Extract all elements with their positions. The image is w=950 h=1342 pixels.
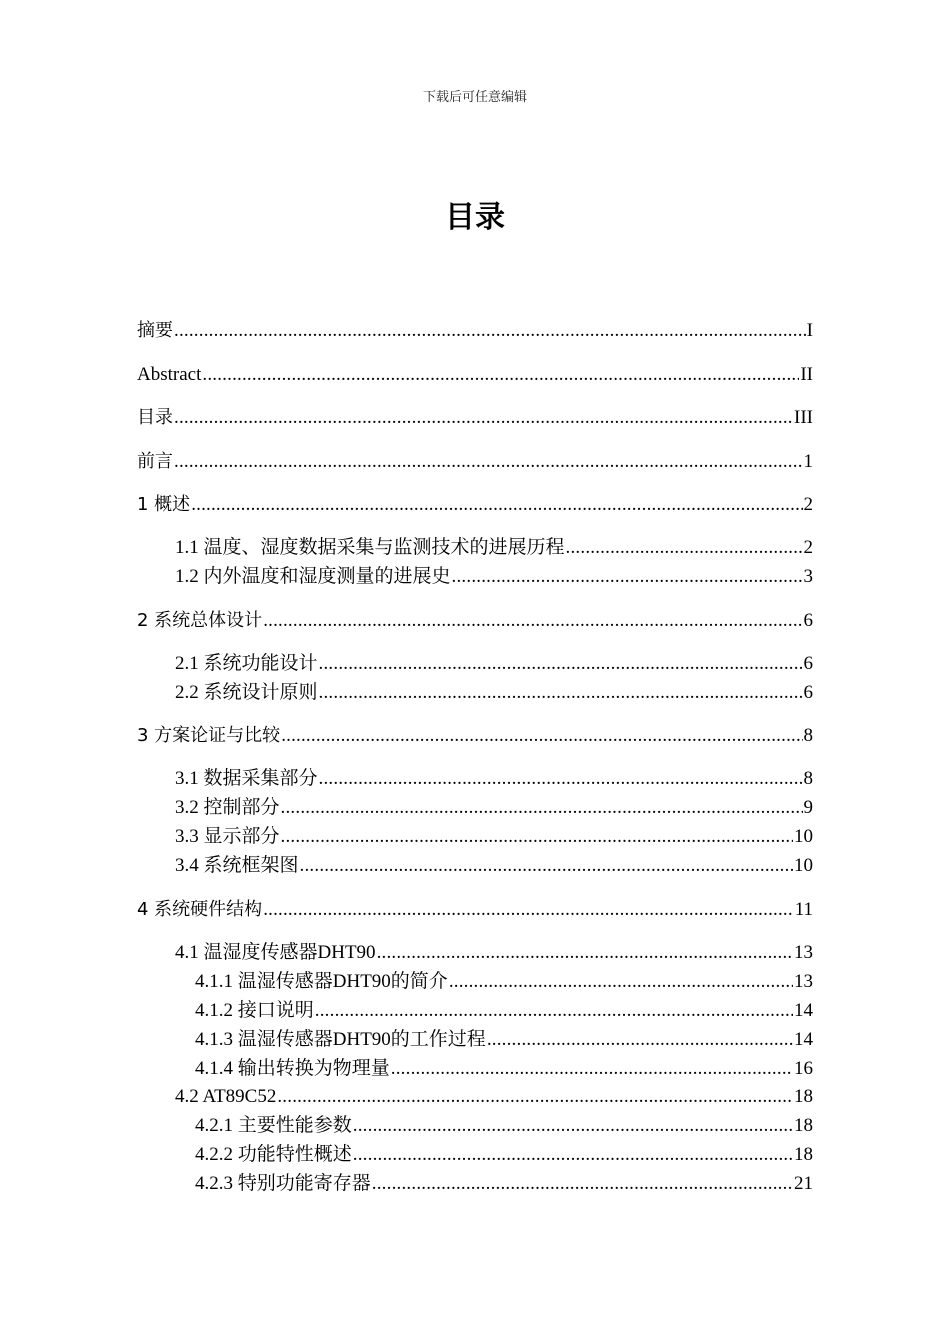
toc-dot-leader — [372, 1171, 793, 1197]
toc-entry[interactable] — [137, 608, 813, 634]
toc-entry-label: Abstract — [137, 364, 202, 385]
toc-page-number: 6 — [803, 653, 813, 674]
toc-entry-label: 4.2.3 特别功能寄存器 — [195, 1173, 371, 1194]
toc-page-number: 16 — [794, 1058, 813, 1079]
toc-entry-label: 3.2 控制部分 — [175, 797, 280, 818]
toc-entry[interactable] — [195, 998, 813, 1024]
toc-entry-label: 2.1 系统功能设计 — [175, 653, 318, 674]
toc-dot-leader — [174, 318, 806, 344]
toc-page-number: 14 — [794, 1000, 813, 1021]
toc-dot-leader — [263, 608, 802, 634]
toc-page-number: 13 — [794, 942, 813, 963]
toc-entry-label: 4.2.1 主要性能参数 — [195, 1115, 352, 1136]
toc-entry-label: 4.1.1 温湿传感器DHT90的简介 — [195, 971, 448, 992]
toc-dot-leader — [353, 1142, 793, 1168]
toc-entry[interactable] — [137, 492, 813, 518]
toc-page-number: 14 — [794, 1029, 813, 1050]
toc-dot-leader — [377, 940, 793, 966]
toc-entry[interactable] — [195, 1027, 813, 1053]
toc-page-number: 6 — [803, 682, 813, 703]
toc-entry-label: 1.1 温度、湿度数据采集与监测技术的进展历程 — [175, 537, 565, 558]
toc-entry-label: 3 方案论证与比较 — [137, 725, 281, 746]
page-title: 目录 — [445, 200, 505, 235]
toc-page-number: 21 — [794, 1173, 813, 1194]
toc-page-number: 10 — [794, 826, 813, 847]
toc-dot-leader — [174, 405, 793, 431]
toc-entry-label: 1 概述 — [137, 494, 191, 515]
toc-page-number: 10 — [794, 855, 813, 876]
toc-dot-leader — [353, 1113, 793, 1139]
toc-entry[interactable] — [175, 1084, 813, 1110]
toc-entry[interactable] — [175, 795, 813, 821]
toc-entry[interactable] — [137, 318, 813, 344]
toc-entry[interactable] — [195, 1171, 813, 1197]
toc-entry-label: 4.2 AT89C52 — [175, 1086, 277, 1107]
toc-dot-leader — [487, 1027, 793, 1053]
toc-page-number: 18 — [794, 1144, 813, 1165]
toc-dot-leader — [277, 1084, 793, 1110]
toc-dot-leader — [319, 766, 803, 792]
toc-entry[interactable] — [175, 651, 813, 677]
toc-entry[interactable] — [137, 723, 813, 749]
toc-entry-label: 4.2.2 功能特性概述 — [195, 1144, 352, 1165]
toc-dot-leader — [452, 564, 803, 590]
toc-dot-leader — [391, 1056, 793, 1082]
toc-entry-label: 目录 — [137, 407, 173, 428]
toc-entry-label: 4.1.2 接口说明 — [195, 1000, 314, 1021]
toc-dot-leader — [449, 969, 793, 995]
toc-entry[interactable] — [175, 853, 813, 879]
toc-entry-label: 4 系统硬件结构 — [137, 899, 263, 920]
toc-page-number: 1 — [803, 451, 813, 472]
toc-page-number: III — [794, 407, 813, 428]
toc-page-number: 2 — [803, 494, 813, 515]
toc-entry-label: 前言 — [137, 451, 173, 472]
toc-dot-leader — [281, 723, 802, 749]
toc-dot-leader — [281, 795, 803, 821]
toc-dot-leader — [319, 651, 803, 677]
toc-entry[interactable] — [137, 449, 813, 475]
toc-entry[interactable] — [175, 940, 813, 966]
toc-page-number: 2 — [803, 537, 813, 558]
toc-entry-label: 3.1 数据采集部分 — [175, 768, 318, 789]
toc-dot-leader — [263, 897, 794, 923]
toc-page-number: 8 — [803, 768, 813, 789]
toc-page-number: 18 — [794, 1086, 813, 1107]
toc-entry-label: 2 系统总体设计 — [137, 610, 263, 631]
toc-entry-label: 4.1.4 输出转换为物理量 — [195, 1058, 390, 1079]
toc-dot-leader — [202, 362, 799, 388]
toc-page-number: 18 — [794, 1115, 813, 1136]
toc-page-number: 9 — [803, 797, 813, 818]
toc-entry[interactable] — [137, 405, 813, 431]
toc-entry[interactable] — [195, 969, 813, 995]
toc-entry[interactable] — [195, 1113, 813, 1139]
toc-entry-label: 2.2 系统设计原则 — [175, 682, 318, 703]
toc-dot-leader — [300, 853, 793, 879]
toc-entry-label: 1.2 内外温度和湿度测量的进展史 — [175, 566, 451, 587]
toc-dot-leader — [319, 680, 803, 706]
toc-entry[interactable] — [137, 897, 813, 923]
toc-entry[interactable] — [175, 680, 813, 706]
toc-page-number: 6 — [803, 610, 813, 631]
toc-page-number: 13 — [794, 971, 813, 992]
toc-dot-leader — [281, 824, 793, 850]
toc-page-number: I — [806, 320, 813, 341]
toc-entry-label: 3.3 显示部分 — [175, 826, 280, 847]
toc-entry-label: 摘要 — [137, 320, 173, 341]
toc-page-number: 3 — [803, 566, 813, 587]
toc-entry-label: 4.1 温湿度传感器DHT90 — [175, 942, 376, 963]
toc-dot-leader — [174, 449, 803, 475]
toc-entry[interactable] — [175, 535, 813, 561]
toc-dot-leader — [566, 535, 803, 561]
toc-page-number: 11 — [794, 899, 813, 920]
toc-dot-leader — [191, 492, 802, 518]
toc-entry[interactable] — [175, 564, 813, 590]
toc-entry[interactable] — [137, 362, 813, 388]
toc-entry[interactable] — [175, 824, 813, 850]
toc-dot-leader — [315, 998, 793, 1024]
toc-entry[interactable] — [175, 766, 813, 792]
toc-page-number: II — [800, 364, 813, 385]
toc-entry[interactable] — [195, 1056, 813, 1082]
toc-entry-label: 3.4 系统框架图 — [175, 855, 299, 876]
toc-page-number: 8 — [803, 725, 813, 746]
toc-entry-label: 4.1.3 温湿传感器DHT90的工作过程 — [195, 1029, 486, 1050]
header-note: 下载后可任意编辑 — [422, 90, 527, 105]
toc-entry[interactable] — [195, 1142, 813, 1168]
